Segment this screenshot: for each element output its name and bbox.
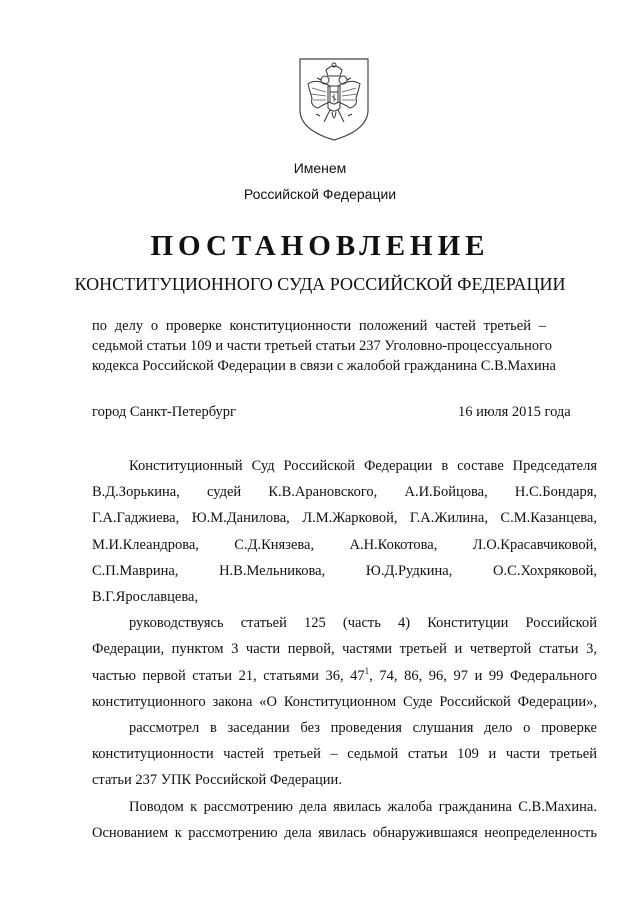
case-subject bbox=[92, 316, 556, 376]
document-title: ПОСТАНОВЛЕНИЕ bbox=[150, 230, 490, 262]
coat-of-arms-emblem-icon bbox=[296, 56, 372, 142]
body-line: Поводом к рассмотрению дела явилась жалоба гражданина С.В.Махина. bbox=[129, 798, 597, 815]
body-line: руководствуясь статьей 125 (часть 4) Конституции Российской bbox=[129, 615, 597, 632]
body-line: Основанием к рассмотрению дела явилась обнаружившаяся неопределенность bbox=[92, 824, 597, 841]
body-line: С.П.Маврина, Н.В.Мельникова, Ю.Д.Рудкина, О.С.Хохряковой, bbox=[92, 562, 597, 579]
body-line: Конституционный Суд Российской Федерации в составе Председателя bbox=[129, 458, 597, 474]
court-name: КОНСТИТУЦИОННОГО СУДА РОССИЙСКОЙ ФЕДЕРАЦИИ bbox=[74, 274, 566, 294]
body-line: конституционности частей третьей – седьмой статьи 109 и части третьей bbox=[92, 746, 597, 763]
body-line: В.Г.Ярославцева, bbox=[92, 589, 199, 605]
body-line: частью первой статьи 21, статьями 36, $47^1$, 74, 86, 96, 97 и 99 Федерального bbox=[92, 665, 598, 684]
subject-line: кодекса Российской Федерации в связи с жалобой гражданина С.В.Махина bbox=[92, 358, 556, 374]
body-line: Г.А.Гаджиева, Ю.М.Данилова, Л.М.Жарковой, Г.А.Жилина, С.М.Казанцева, bbox=[92, 510, 597, 527]
subject-line: по делу о проверке конституционности положений частей третьей – bbox=[92, 318, 546, 334]
body-line: В.Д.Зорькина, судей К.В.Арановского, А.И.Бойцова, Н.С.Бондаря, bbox=[92, 484, 597, 501]
body-line: М.И.Клеандрова, С.Д.Князева, А.Н.Кокотова, Л.О.Красавчиковой, bbox=[92, 536, 597, 553]
superscript: 1 bbox=[364, 665, 370, 676]
body-line: статьи 237 УПК Российской Федерации. bbox=[92, 772, 342, 789]
russian-federation-line: Российской Федерации bbox=[243, 186, 397, 202]
issue-date: 16 июля 2015 года bbox=[458, 404, 571, 420]
subject-line: седьмой статьи 109 и части третьей статьи 237 Уголовно-процессуального bbox=[92, 338, 552, 354]
body-line: рассмотрел в заседании без проведения слушания дело о проверке bbox=[129, 720, 597, 736]
body-line: конституционного закона «О Конституционном Суде Российской Федерации», bbox=[92, 693, 597, 710]
place-of-issue: город Санкт-Петербург bbox=[92, 404, 237, 420]
coat-of-arms-svg bbox=[296, 56, 372, 142]
in-the-name-of: Именем bbox=[293, 160, 347, 176]
body-line: Федерации, пунктом 3 части первой, частями третьей и четвертой статьи 3, bbox=[92, 641, 597, 658]
